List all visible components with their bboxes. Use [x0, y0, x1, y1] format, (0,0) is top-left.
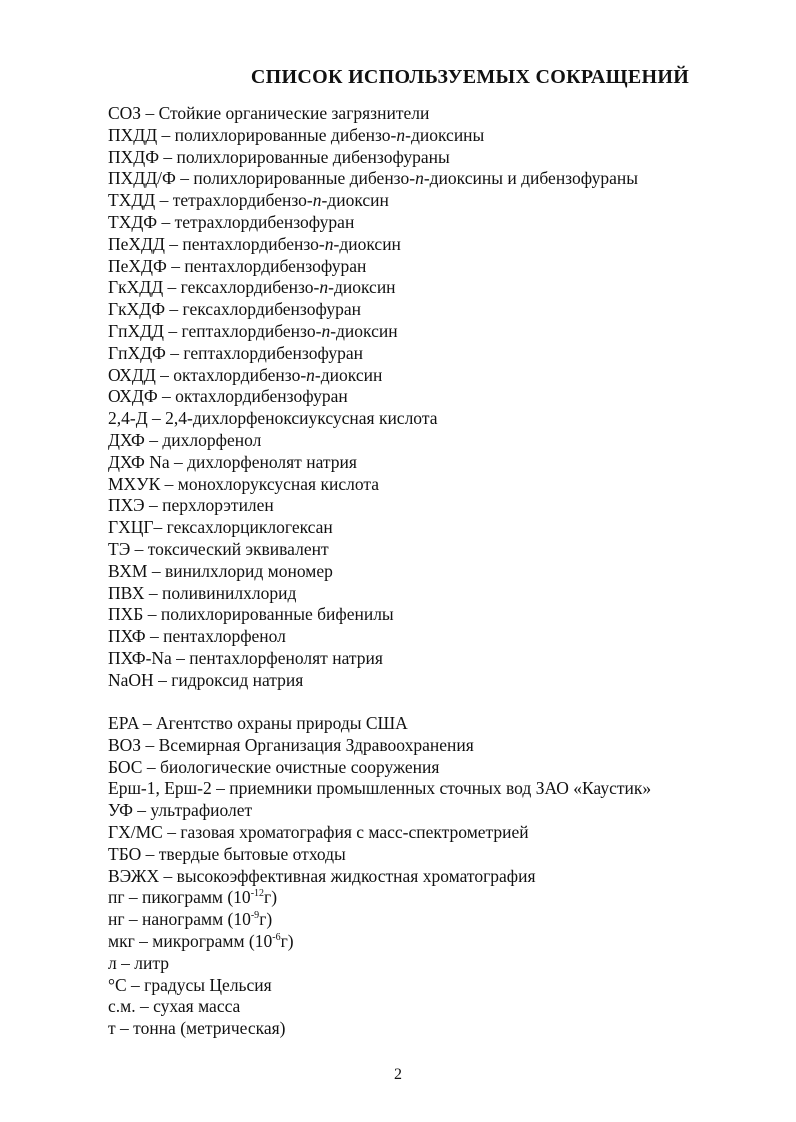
- abbreviation-term: с.м.: [108, 996, 136, 1017]
- abbreviation-definition: сухая масса: [153, 996, 241, 1017]
- abbreviation-entry: [108, 277, 768, 299]
- abbreviation-term: ГпХДД: [108, 320, 164, 341]
- abbreviation-entry: [108, 474, 768, 496]
- abbreviation-definition: октахлордибензофуран: [175, 386, 348, 407]
- abbreviation-entry: [108, 975, 788, 997]
- abbreviation-dash: –: [159, 865, 177, 886]
- abbreviation-dash: –: [155, 364, 174, 385]
- abbreviation-term: 2,4-Д: [108, 408, 148, 429]
- abbreviation-entry: [108, 561, 768, 583]
- abbreviation-term: МХУК: [108, 473, 161, 494]
- abbreviation-term: л: [108, 952, 117, 973]
- abbreviation-entry: [108, 822, 788, 844]
- abbreviation-term: ДХФ Na: [108, 451, 170, 472]
- abbreviation-definition: полихлорированные дибензо-п-диоксины и дибензофураны: [193, 168, 639, 189]
- abbreviation-dash: –: [153, 669, 172, 690]
- abbreviation-dash: –: [164, 233, 183, 254]
- abbreviation-entry: [108, 539, 768, 561]
- abbreviation-entry: [108, 495, 768, 517]
- abbreviation-dash: –: [135, 996, 154, 1017]
- abbreviation-entry: [108, 408, 768, 430]
- abbreviation-term: ВХМ: [108, 560, 148, 581]
- abbreviation-entry: [108, 147, 768, 169]
- abbreviation-definition: тетрахлордибензофуран: [174, 211, 355, 232]
- abbreviation-term: ГкХДД: [108, 277, 164, 298]
- abbreviation-definition: твердые бытовые отходы: [158, 843, 346, 864]
- abbreviation-definition: гексахлордибензо-п-диоксин: [180, 277, 396, 298]
- abbreviation-definition: перхлорэтилен: [162, 495, 274, 516]
- abbreviation-definition: Стойкие органические загрязнители: [158, 103, 430, 123]
- abbreviation-term: ОХДД: [108, 364, 156, 385]
- abbreviation-definition: гексахлордибензофуран: [182, 299, 361, 320]
- abbreviation-dash: –: [115, 1018, 134, 1039]
- abbreviation-dash: –: [157, 211, 175, 232]
- abbreviation-term: ТБО: [108, 843, 142, 864]
- abbreviation-entry: [108, 778, 788, 800]
- page-number: 2: [394, 1066, 402, 1083]
- abbreviation-entry: [108, 953, 788, 975]
- abbreviation-dash: –: [162, 821, 181, 842]
- abbreviation-definition: монохлоруксусная кислота: [177, 473, 379, 494]
- abbreviation-dash: –: [157, 386, 176, 407]
- abbreviation-dash: –: [157, 124, 175, 145]
- abbreviation-definition: микрограмм (10: [152, 930, 273, 951]
- abbreviation-dash: –: [153, 517, 167, 538]
- abbreviation-definition: поливинилхлорид: [162, 582, 297, 603]
- abbreviation-term: ДХФ: [108, 429, 145, 450]
- abbreviation-definition: высокоэффективная жидкостная хроматография: [176, 865, 536, 886]
- abbreviation-entry: [108, 343, 768, 365]
- abbreviation-entry: [108, 103, 768, 125]
- abbreviation-definition: 2,4-дихлорфеноксиуксусная кислота: [165, 408, 438, 429]
- abbreviation-entry: [108, 626, 768, 648]
- abbreviations-list-other: [108, 713, 788, 1040]
- abbreviation-dash: –: [116, 952, 135, 973]
- abbreviation-entry: [108, 365, 768, 387]
- abbreviation-entry: [108, 234, 768, 256]
- abbreviation-entry: [108, 256, 768, 278]
- abbreviation-dash: –: [171, 647, 190, 668]
- abbreviation-term: ПеХДФ: [108, 255, 167, 276]
- abbreviation-definition: полихлорированные бифенилы: [160, 604, 394, 625]
- abbreviation-term: пг: [108, 887, 125, 908]
- abbreviation-term: ПХФ: [108, 626, 146, 647]
- exponent: -9: [250, 910, 260, 922]
- abbreviation-entry: [108, 168, 768, 190]
- abbreviation-dash: –: [164, 320, 182, 341]
- abbreviation-entry: [108, 735, 788, 757]
- abbreviation-entry: [108, 1018, 788, 1040]
- abbreviation-term: ПХДД/Ф: [108, 168, 176, 189]
- abbreviation-term: ГХ/МС: [108, 821, 163, 842]
- abbreviation-dash: –: [147, 408, 166, 429]
- abbreviation-definition: дихлорфенол: [162, 429, 262, 450]
- abbreviation-term: ТХДД: [108, 190, 156, 211]
- abbreviation-term: ТХДФ: [108, 211, 158, 232]
- abbreviation-entry: [108, 190, 768, 212]
- abbreviation-definition: пентахлордибензо-п-диоксин: [182, 233, 401, 254]
- abbreviation-entry: [108, 844, 788, 866]
- abbreviation-dash: –: [138, 713, 156, 733]
- abbreviation-entry: [108, 583, 768, 605]
- abbreviation-dash: –: [124, 887, 143, 908]
- abbreviation-term: СОЗ: [108, 103, 142, 123]
- abbreviation-dash: –: [155, 190, 173, 211]
- abbreviation-dash: –: [166, 255, 185, 276]
- abbreviation-entry: [108, 125, 768, 147]
- abbreviation-definition: тонна (метрическая): [133, 1018, 286, 1039]
- abbreviation-entry: [108, 648, 768, 670]
- abbreviation-dash: –: [141, 843, 159, 864]
- abbreviation-dash: –: [160, 473, 178, 494]
- abbreviation-term: °С: [108, 974, 127, 995]
- abbreviation-term: ПХДФ: [108, 146, 160, 167]
- unit-tail: г): [280, 930, 294, 951]
- abbreviation-dash: –: [130, 538, 148, 559]
- abbreviation-definition: ультрафиолет: [150, 800, 253, 821]
- abbreviation-dash: –: [144, 429, 163, 450]
- abbreviation-dash: –: [147, 560, 165, 581]
- abbreviation-dash: –: [141, 103, 159, 123]
- abbreviation-term: т: [108, 1018, 116, 1039]
- abbreviation-definition: приемники промышленных сточных вод ЗАО «Каустик»: [229, 778, 652, 799]
- abbreviation-entry: [108, 670, 768, 692]
- exponent: -6: [272, 932, 281, 944]
- abbreviation-definition: Агентство охраны природы США: [156, 713, 408, 733]
- page-title: СПИСОК ИСПОЛЬЗУЕМЫХ СОКРАЩЕНИЙ: [250, 66, 690, 88]
- abbreviation-dash: –: [145, 626, 164, 647]
- abbreviation-entry: [108, 931, 788, 953]
- abbreviation-dash: –: [169, 451, 188, 472]
- abbreviations-list-main: [108, 103, 768, 692]
- abbreviation-dash: –: [159, 146, 177, 167]
- abbreviation-definition: биологические очистные сооружения: [159, 756, 440, 777]
- abbreviation-definition: тетрахлордибензо-п-диоксин: [172, 190, 389, 211]
- abbreviation-entry: [108, 604, 768, 626]
- abbreviation-entry: [108, 386, 768, 408]
- abbreviation-term: ПХЭ: [108, 495, 145, 516]
- abbreviation-definition: нанограмм (10: [142, 909, 251, 930]
- abbreviation-definition: градусы Цельсия: [144, 974, 272, 995]
- abbreviation-entry: [108, 887, 788, 909]
- abbreviation-term: нг: [108, 909, 125, 930]
- abbreviation-term: мкг: [108, 930, 135, 951]
- abbreviation-definition: пентахлорфенол: [163, 626, 286, 647]
- abbreviation-entry: [108, 996, 788, 1018]
- abbreviation-dash: –: [134, 930, 153, 951]
- abbreviation-term: ТЭ: [108, 538, 131, 559]
- abbreviation-term: ГХЦГ: [108, 517, 154, 538]
- abbreviation-dash: –: [211, 778, 230, 799]
- abbreviation-definition: газовая хроматография с масс-спектрометрией: [180, 821, 529, 842]
- abbreviation-term: Ерш-1, Ерш-2: [108, 778, 212, 799]
- abbreviation-entry: [108, 757, 788, 779]
- abbreviation-entry: [108, 430, 768, 452]
- abbreviation-definition: пентахлорфенолят натрия: [189, 647, 383, 668]
- abbreviation-term: ГкХДФ: [108, 299, 166, 320]
- abbreviation-term: ПХДД: [108, 124, 158, 145]
- abbreviation-definition: гептахлордибензофуран: [183, 342, 364, 363]
- abbreviation-dash: –: [175, 168, 194, 189]
- abbreviation-entry: [108, 299, 768, 321]
- abbreviation-definition: гексахлорциклогексан: [166, 517, 333, 538]
- abbreviation-definition: октахлордибензо-п-диоксин: [173, 364, 383, 385]
- abbreviation-definition: полихлорированные дибензофураны: [176, 146, 450, 167]
- exponent: -12: [250, 888, 265, 900]
- abbreviation-term: БОС: [108, 756, 143, 777]
- abbreviation-dash: –: [142, 756, 160, 777]
- abbreviation-term: ПХБ: [108, 604, 144, 625]
- abbreviation-dash: –: [144, 582, 163, 603]
- abbreviation-entry: [108, 866, 788, 888]
- abbreviation-dash: –: [165, 299, 183, 320]
- abbreviation-definition: пентахлордибензофуран: [184, 255, 367, 276]
- abbreviation-term: УФ: [108, 800, 133, 821]
- abbreviation-definition: дихлорфенолят натрия: [187, 451, 357, 472]
- abbreviation-term: ВОЗ: [108, 734, 142, 755]
- abbreviation-entry: [108, 909, 788, 931]
- abbreviation-dash: –: [126, 974, 145, 995]
- abbreviation-entry: [108, 212, 768, 234]
- abbreviation-dash: –: [124, 909, 143, 930]
- abbreviation-dash: –: [132, 800, 151, 821]
- abbreviation-entry: [108, 517, 768, 539]
- abbreviation-term: ПеХДД: [108, 233, 165, 254]
- unit-tail: г): [264, 887, 278, 908]
- abbreviation-entry: [108, 452, 768, 474]
- abbreviation-entry: [108, 800, 788, 822]
- unit-tail: г): [259, 909, 273, 930]
- abbreviation-dash: –: [143, 604, 161, 625]
- abbreviation-term: EPA: [108, 713, 139, 733]
- abbreviation-definition: гидроксид натрия: [171, 669, 304, 690]
- abbreviation-entry: [108, 713, 788, 735]
- abbreviation-term: ОХДФ: [108, 386, 158, 407]
- abbreviation-dash: –: [144, 495, 163, 516]
- abbreviation-dash: –: [165, 342, 184, 363]
- abbreviation-entry: [108, 321, 768, 343]
- abbreviation-dash: –: [141, 734, 159, 755]
- abbreviation-definition: полихлорированные дибензо-п-диоксины: [174, 124, 485, 145]
- abbreviation-definition: токсический эквивалент: [147, 538, 329, 559]
- abbreviation-term: ВЭЖХ: [108, 865, 160, 886]
- abbreviation-term: ПХФ-Na: [108, 647, 172, 668]
- abbreviation-definition: литр: [134, 952, 169, 973]
- abbreviation-definition: винилхлорид мономер: [164, 560, 333, 581]
- abbreviation-definition: пикограмм (10: [142, 887, 251, 908]
- abbreviation-term: NaOH: [108, 669, 154, 690]
- abbreviation-dash: –: [163, 277, 181, 298]
- abbreviation-term: ГпХДФ: [108, 342, 166, 363]
- abbreviation-definition: гептахлордибензо-п-диоксин: [181, 320, 398, 341]
- abbreviation-definition: Всемирная Организация Здравоохранения: [158, 734, 474, 755]
- abbreviation-term: ПВХ: [108, 582, 145, 603]
